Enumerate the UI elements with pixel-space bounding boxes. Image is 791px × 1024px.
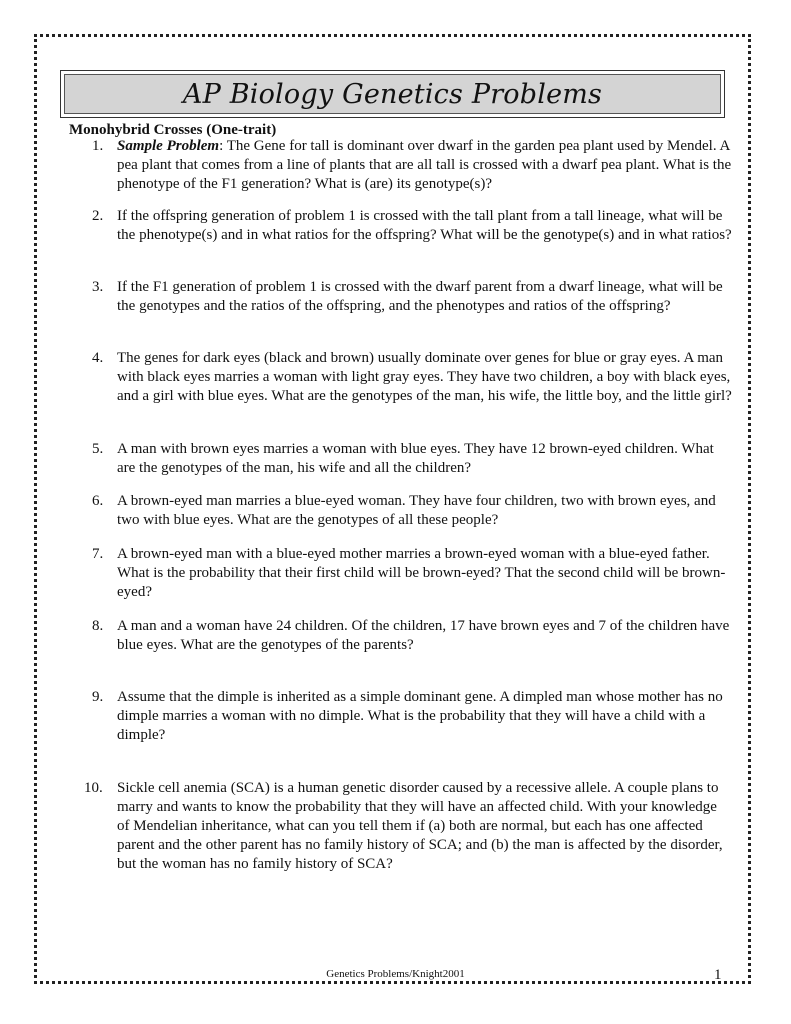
- page-number: 1: [714, 967, 722, 983]
- problem-4: [92, 349, 732, 406]
- page-title: AP Biology Genetics Problems: [182, 78, 603, 110]
- problem-text: A brown-eyed man marries a blue-eyed woman. They have four children, two with brown eyes, and two with blue eyes. What are the genotypes of all these people?: [117, 493, 716, 528]
- problem-1: [92, 137, 732, 194]
- page-footer: Genetics Problems/Knight2001: [326, 968, 465, 980]
- problem-number: 8.: [92, 618, 104, 634]
- problem-7: [92, 545, 732, 602]
- problem-number: 1.: [92, 138, 104, 154]
- sample-problem-label: Sample Problem: [117, 138, 220, 154]
- problem-2: [92, 207, 732, 245]
- problem-9: [92, 688, 732, 745]
- problem-text: Sickle cell anemia (SCA) is a human genetic disorder caused by a recessive allele. A couple plans to marry and wants to know the probability that they will have an affected child. With your knowledge of Mendelian inheritance, what can you tell them if (a) both are normal, but each has one affected parent and the other parent has no family history of SCA; and (b) the man is affected by the disorder, but the woman has no family history of SCA?: [117, 780, 723, 872]
- problem-text: A man with brown eyes marries a woman with blue eyes. They have 12 brown-eyed children. What are the genotypes of the man, his wife and all the children?: [117, 441, 714, 476]
- problem-text: A brown-eyed man with a blue-eyed mother marries a brown-eyed woman with a blue-eyed father. What is the probability that their first child will be brown-eyed? That the second child will be brown-eyed?: [117, 546, 726, 600]
- problem-number: 7.: [92, 546, 104, 562]
- problem-3: [92, 278, 732, 316]
- problem-text: If the F1 generation of problem 1 is crossed with the dwarf parent from a dwarf lineage, what will be the genotypes and the ratios of the offspring, and the phenotypes and ratios of the offspring?: [117, 279, 723, 314]
- problem-text: The genes for dark eyes (black and brown) usually dominate over genes for blue or gray eyes. A man with black eyes marries a woman with light gray eyes. They have two children, a boy with black eyes, and a girl with blue eyes. What are the genotypes of the man, his wife, the little boy, and the little girl?: [117, 350, 732, 404]
- problem-5: [92, 440, 732, 478]
- section-heading: Monohybrid Crosses (One-trait): [69, 122, 277, 138]
- problem-text: [117, 137, 732, 194]
- problem-text: If the offspring generation of problem 1 is crossed with the tall plant from a tall lineage, what will be the phenotype(s) and in what ratios for the offspring? What will be the genotype(s) and in what ratios?: [117, 208, 732, 243]
- problem-number: 10.: [84, 780, 103, 796]
- problem-number: 3.: [92, 279, 104, 295]
- problem-number: 9.: [92, 689, 104, 705]
- problem-text: A man and a woman have 24 children. Of the children, 17 have brown eyes and 7 of the children have blue eyes. What are the genotypes of the parents?: [117, 618, 730, 653]
- problem-number: 2.: [92, 208, 104, 224]
- title-banner-inner: [64, 74, 721, 114]
- problem-number: 6.: [92, 493, 104, 509]
- problem-6: [92, 492, 732, 530]
- problem-number: 5.: [92, 441, 104, 457]
- problem-body: : The Gene for tall is dominant over dwarf in the garden pea plant used by Mendel. A pea plant that comes from a line of plants that are all tall is crossed with a dwarf pea plant. What is the phenotype of the F1 generation? What is (are) its genotype(s)?: [117, 138, 732, 192]
- problem-text: Assume that the dimple is inherited as a simple dominant gene. A dimpled man whose mother has no dimple marries a woman with no dimple. What is the probability that they will have a child with a dimple?: [117, 689, 723, 743]
- problem-8: [92, 617, 732, 655]
- problem-10: [84, 779, 732, 874]
- problem-number: 4.: [92, 350, 104, 366]
- title-banner: [60, 70, 725, 118]
